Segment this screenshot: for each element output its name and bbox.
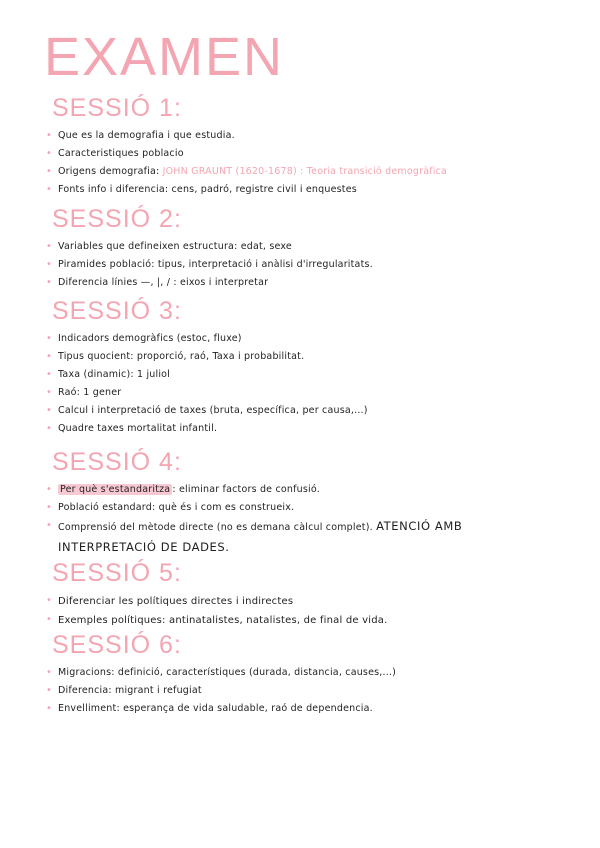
attention-text: ATENCIÓ AMB: [376, 519, 463, 533]
item-text: Comprensió del mètode directe (no es demana càlcul complet).: [58, 522, 373, 533]
session-3: [44, 299, 564, 438]
session-5: [44, 561, 564, 630]
list-item: [44, 127, 564, 145]
bullet-icon: •: [46, 369, 53, 380]
item-text: Origens demografia:: [58, 166, 163, 177]
list-item: [44, 348, 564, 366]
list-item: [44, 592, 564, 611]
session-heading: SESSIÓ 1:: [52, 94, 182, 122]
session-1: [44, 96, 564, 199]
bullet-icon: •: [46, 387, 53, 398]
bullet-icon: •: [46, 520, 53, 531]
item-text: Taxa (dinamic): 1 juliol: [58, 369, 171, 380]
bullet-icon: •: [46, 502, 53, 513]
item-text: Tipus quocient: proporció, raó, Taxa i probabilitat.: [58, 351, 305, 362]
page-title: EXAMEN: [44, 27, 285, 87]
item-text: Diferencia línies —, |, / : eixos i interpretar: [58, 277, 269, 288]
list-item: [44, 274, 564, 292]
list-item: [44, 611, 564, 630]
session-items: [44, 664, 564, 718]
item-text: Variables que defineixen estructura: edat, sexe: [58, 241, 292, 252]
item-text: Raó: 1 gener: [58, 387, 122, 398]
bullet-icon: •: [46, 333, 53, 344]
bullet-icon: •: [46, 685, 53, 696]
item-text: Població estandard: què és i com es construeix.: [58, 502, 295, 513]
list-item: [44, 700, 564, 718]
item-text: : eliminar factors de confusió.: [172, 484, 320, 495]
bullet-icon: •: [46, 667, 53, 678]
session-4: [44, 450, 564, 557]
bullet-icon: •: [46, 703, 53, 714]
bullet-icon: •: [46, 277, 53, 288]
list-item: [44, 256, 564, 274]
list-item: [44, 517, 564, 557]
item-text: Exemples polítiques: antinatalistes, natalistes, de final de vida.: [58, 615, 388, 626]
item-text: Calcul i interpretació de taxes (bruta, específica, per causa,...): [58, 405, 368, 416]
highlighted-text: Per què s'estandaritza: [60, 484, 171, 495]
list-item: [44, 682, 564, 700]
session-items: [44, 238, 564, 292]
item-text: Caracteristiques poblacio: [58, 148, 184, 159]
session-items: [44, 592, 564, 630]
list-item: [44, 481, 564, 499]
list-item: [44, 420, 564, 438]
list-item: [44, 499, 564, 517]
bullet-icon: •: [46, 614, 53, 625]
session-heading: SESSIÓ 5:: [52, 559, 182, 587]
item-text: Diferencia: migrant i refugiat: [58, 685, 202, 696]
item-pink-text: JOHN GRAUNT (1620-1678) : Teoria transició demogràfica: [162, 166, 448, 177]
bullet-icon: •: [46, 405, 53, 416]
list-item: [44, 181, 564, 199]
list-item: [44, 330, 564, 348]
bullet-icon: •: [46, 241, 53, 252]
bullet-icon: •: [46, 423, 53, 434]
bullet-icon: •: [46, 595, 53, 606]
item-text: Que es la demografia i que estudia.: [58, 130, 235, 141]
list-item: [44, 366, 564, 384]
item-text: Piramides població: tipus, interpretació i anàlisi d'irregularitats.: [58, 259, 373, 270]
attention-text-continued: INTERPRETACIÓ DE DADES.: [58, 540, 230, 554]
item-text: Indicadors demogràfics (estoc, fluxe): [58, 333, 242, 344]
list-item: [44, 163, 564, 181]
list-item: [44, 145, 564, 163]
session-6: [44, 633, 564, 718]
bullet-icon: •: [46, 259, 53, 270]
bullet-icon: •: [46, 148, 53, 159]
session-items: [44, 481, 564, 557]
session-heading: SESSIÓ 6:: [52, 631, 182, 659]
item-text: Fonts info i diferencia: cens, padró, registre civil i enquestes: [58, 184, 357, 195]
list-item: [44, 238, 564, 256]
session-2: [44, 207, 564, 292]
list-item: [44, 402, 564, 420]
item-text: Migracions: definició, característiques (durada, distancia, causes,...): [58, 667, 397, 678]
bullet-icon: •: [46, 484, 53, 495]
bullet-icon: •: [46, 166, 53, 177]
bullet-icon: •: [46, 351, 53, 362]
session-items: [44, 330, 564, 438]
bullet-icon: •: [46, 184, 53, 195]
list-item: [44, 384, 564, 402]
bullet-icon: •: [46, 130, 53, 141]
session-heading: SESSIÓ 4:: [52, 448, 182, 476]
session-items: [44, 127, 564, 199]
item-text: Envelliment: esperança de vida saludable, raó de dependencia.: [58, 703, 373, 714]
list-item: [44, 664, 564, 682]
item-text: Quadre taxes mortalitat infantil.: [58, 423, 218, 434]
item-text: Diferenciar les polítiques directes i indirectes: [58, 596, 294, 607]
session-heading: SESSIÓ 2:: [52, 205, 182, 233]
session-heading: SESSIÓ 3:: [52, 297, 182, 325]
